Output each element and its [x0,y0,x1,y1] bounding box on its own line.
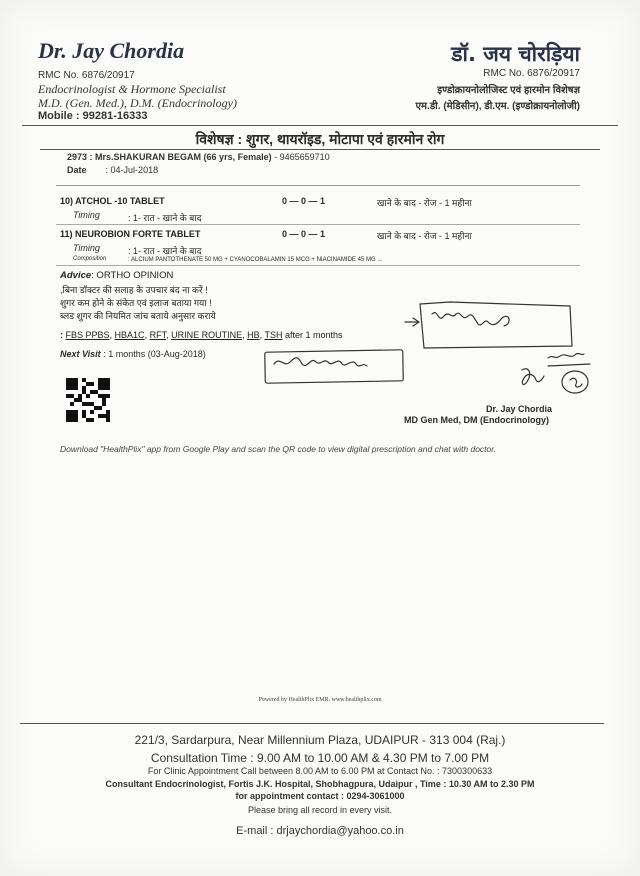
advice-note: शुगर कम होने के संकेत एवं इलाज बताया गया ! [60,298,212,308]
next-visit-label: Next Visit [60,349,101,359]
test-item: HBA1C [114,330,145,340]
download-app-note: Download "HealthPlix" app from Google Play and scan the QR code to view digital prescription and chat with doctor. [60,444,497,454]
next-visit-value: : 1 months (03-Aug-2018) [103,349,206,359]
test-item: RFT [149,330,167,340]
doctor-degrees-hindi: एम.डी. (मेडिसीन), डी.एम. (इण्डोक्रायनोलोजी) [415,101,580,112]
medicine-dose: 0 — 0 — 1 [282,196,326,206]
rmc-number-hindi: RMC No. 6876/20917 [483,68,580,79]
records-note: Please bring all record in every visit. [247,805,393,815]
medicine-name: 11) NEUROBION FORTE TABLET [60,229,201,239]
consultation-time: Consultation Time : 9.00 AM to 10.00 AM & 4.30 PM to 7.00 PM [150,751,490,765]
appointment-info: For Clinic Appointment Call between 8.00 AM to 6.00 PM at Contact No. : 7300300633 [147,766,493,776]
patient-id: 2973 [67,152,88,162]
timing-label: Timing [73,210,100,220]
timing-value: : 1- रात - खाने के बाद [128,246,202,256]
composition-label: Composition [73,256,107,262]
advice-value: : ORTHO OPINION [91,270,174,281]
doctor-name-hindi: डॉ. जय चोरड़िया [451,42,580,66]
doctor-title-hindi: इण्डोक्रायनोलोजिस्ट एवं हारमोन विशेषज्ञ [437,85,580,96]
consultant-info: Consultant Endocrinologist, Fortis J.K. Hospital, Shobhagpura, Udaipur , Time : 10.30 AM to 2.30 PM [105,779,535,789]
advice-note: ब्लड शुगर की नियमित जांच बताये अनुसार कराये [60,311,216,321]
test-item: URINE ROUTINE [171,330,243,340]
appointment-contact: for appointment contact : 0294-3061000 [235,791,405,801]
tests-prefix: : [60,330,63,340]
powered-by: Powered by HealthPlix EMR. www.healthplix.com [258,697,382,703]
medicine-dose: 0 — 0 — 1 [282,229,326,239]
rmc-number-english: RMC No. 6876/20917 [38,70,135,81]
tests-line: : FBS PPBS, HBA1C, RFT, URINE ROUTINE, HB, TSH after 1 months [60,330,343,340]
test-item: TSH [264,330,283,340]
tests-suffix: after 1 months [285,330,343,340]
timing-label: Timing [73,243,100,253]
patient-phone: - 9465659710 [274,152,330,162]
doctor-title-english: Endocrinologist & Hormone Specialist [38,82,226,96]
doctor-name-english: Dr. Jay Chordia [38,38,185,63]
signature-name: Dr. Jay Chordia [486,404,553,414]
doctor-mobile: Mobile : 99281-16333 [38,110,148,122]
medicine-name: 10) ATCHOL -10 TABLET [60,196,165,206]
timing-value: : 1- रात - खाने के बाद [128,213,202,223]
patient-line: 2973 : Mrs.SHAKURAN BEGAM (66 yrs, Female) - 9465659710 [67,152,330,162]
patient-name: Mrs.SHAKURAN BEGAM (66 yrs, Female) [95,152,272,162]
composition-value: : ALCIUM PANTOTHENATE 50 MG + CYANOCOBALAMIN 15 MCG + NIACINAMIDE 45 MG ... [128,257,383,263]
advice-label: Advice [60,270,92,281]
medicine-instruction: खाने के बाद - रोज - 1 महीना [377,231,472,241]
signature-degree: MD Gen Med, DM (Endocrinology) [404,415,549,425]
clinic-address: 221/3, Sardarpura, Near Millennium Plaza, UDAIPUR - 313 004 (Raj.) [134,733,506,747]
test-item: FBS PPBS [65,330,110,340]
footer-divider [20,723,604,724]
medicine-instruction: खाने के बाद - रोज - 1 महीना [377,198,472,208]
doctor-degrees-english: M.D. (Gen. Med.), D.M. (Endocrinology) [38,96,237,110]
date-label: Date [67,165,87,175]
advice-note: ,बिना डॉक्टर की सलाह के उपचार बंद ना करें ! [60,285,208,295]
test-item: HB [247,330,260,340]
specialty-banner: विशेषज्ञ : शुगर, थायरॉइड, मोटापा एवं हारमोन रोग [195,131,445,147]
email: E-mail : drjaychordia@yahoo.co.in [236,825,404,837]
prescription-date: : 04-Jul-2018 [105,165,159,175]
